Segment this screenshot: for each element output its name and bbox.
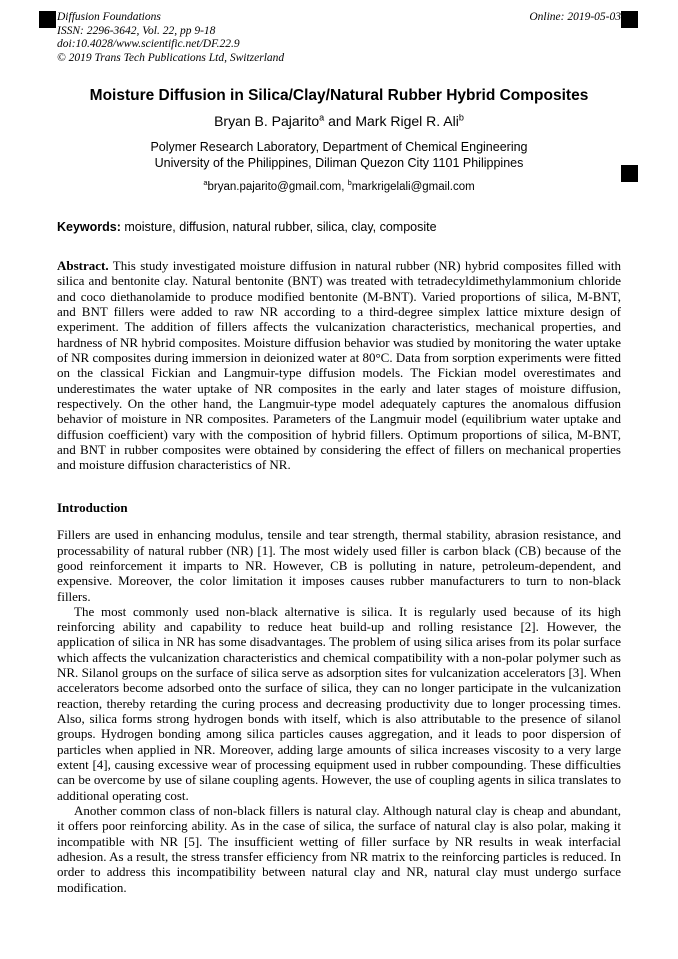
author-connector: and: [324, 113, 356, 129]
abstract-text: This study investigated moisture diffusion in natural rubber (NR) hybrid composites filled with silica and bentonite clay. Natural bentonite (BNT) was treated with tetradecyldimethylammonium chloride and coco diethanolamide to produce modified bentonite (M-BNT). Varied proportions of silica, M-BNT, and BNT fillers were added to raw NR according to a third-degree simplex lattice mixture design of experiment. The addition of fillers affects the vulcanization characteristics, mechanical properties, and hardness of NR hybrid composites. Moisture diffusion behavior was studied by monitoring the water uptake of NR composites during immersion in deionized water at 80°C. Data from sorption experiments were fitted on the classical Fickian and Langmuir-type diffusion models. The Fickian model overestimates and underestimates the water uptake of NR composites in the early and later stages of moisture diffusion, respectively. On the other hand, the Langmuir-type model adequately captures the anomalous diffusion behavior of moisture in NR composites. Parameters of the Langmuir model (equilibrium water uptake and diffusion coefficient) vary with the composition of hybrid fillers. Optimum proportions of silica, M-BNT, and BNT in rubber composites were obtained by considering the effect of fillers on mechanical properties and moisture diffusion characteristics of NR.: [57, 258, 621, 473]
journal-header: [57, 11, 621, 65]
journal-name: Diffusion Foundations: [57, 11, 161, 23]
online-date: Online: 2019-05-03: [529, 11, 621, 23]
registration-mark-top-left: [39, 11, 56, 28]
introduction-paragraph-3: Another common class of non-black fillers is natural clay. Although natural clay is cheap and abundant, it offers poor reinforcing ability. As in the case of silica, the surface of natural clay is also polar, making it incompatible with NR [5]. The insufficient wetting of filler surface by NR results in weak interfacial adhesion. As a result, the stress transfer efficiency from NR matrix to the reinforcing particles is reduced. In order to address this incompatibility between natural clay and NR, natural clay must undergo surface modification.: [57, 803, 621, 895]
issn-volume-line: ISSN: 2296-3642, Vol. 22, pp 9-18: [57, 24, 216, 37]
author-line: [57, 113, 621, 130]
keywords-label: Keywords:: [57, 220, 121, 234]
author-first-affiliation-mark: a: [319, 112, 325, 123]
email-first: bryan.pajarito@gmail.com,: [207, 181, 348, 193]
author-first: Bryan B. Pajarito: [214, 113, 320, 129]
author-second: Mark Rigel R. Ali: [355, 113, 459, 129]
email-second: markrigelali@gmail.com: [351, 181, 475, 193]
journal-header-left: [57, 11, 284, 65]
affiliation-line-2: University of the Philippines, Diliman Quezon City 1101 Philippines: [154, 156, 524, 170]
copyright-line: © 2019 Trans Tech Publications Ltd, Switzerland: [57, 51, 285, 64]
registration-mark-right-mid: [621, 165, 638, 182]
keywords-line: [57, 220, 621, 235]
introduction-paragraph-2: The most commonly used non-black alternative is silica. It is regularly used because of its high reinforcing ability and capability to reduce heat build-up and rolling resistance [2]. However, the application of silica in NR has some disadvantages. The problem of using silica arises from its polar surface which affects the vulcanization characteristics and chemical compatibility with a non-polar polymer such as NR. Silanol groups on the surface of silica serve as adsorption sites for vulcanization accelerators [3]. When accelerators become adsorbed onto the surface of silica, they can no longer participate in the vulcanization reaction, thereby retarding the curing process and decreasing productivity due to longer processing times. Also, silica forms strong hydrogen bonds with itself, which is also attributable to the presence of silanol groups. Hydrogen bonding among silica particles causes aggregation, and it leads to poor dispersion of particles when applied in NR. Moreover, adding large amounts of silica increases viscosity to a very large extent [4], causing excessive wear of processing equipment used in rubber compounding. These difficulties can be overcome by use of silane coupling agents. However, the use of coupling agents in silica translates to additional operating cost.: [57, 603, 621, 803]
paper-title: Moisture Diffusion in Silica/Clay/Natural Rubber Hybrid Composites: [89, 87, 589, 104]
doi-line: doi:10.4028/www.scientific.net/DF.22.9: [57, 38, 240, 50]
introduction-heading: Introduction: [57, 499, 128, 515]
abstract-paragraph: [57, 258, 621, 473]
affiliation-block: [57, 139, 621, 171]
affiliation-line-1: Polymer Research Laboratory, Department of Chemical Engineering: [150, 140, 528, 154]
introduction-paragraph-1: Fillers are used in enhancing modulus, tensile and tear strength, thermal stability, abrasion resistance, and processability of natural rubber (NR) [1]. The most widely used filler is carbon black (CB) because of the good reinforcement it imparts to NR. However, CB is polluting in nature, petroleum-dependent, and expensive. Moreover, the color limitation it imposes causes rubber manufacturers to turn to non-black fillers.: [57, 527, 621, 604]
email-line: [57, 180, 621, 194]
email-first-mark: a: [203, 178, 208, 188]
keywords-text: moisture, diffusion, natural rubber, silica, clay, composite: [120, 220, 437, 234]
abstract-label: Abstract.: [57, 258, 109, 273]
author-second-affiliation-mark: b: [458, 112, 464, 123]
registration-mark-top-right: [621, 11, 638, 28]
email-second-mark: b: [347, 178, 352, 188]
